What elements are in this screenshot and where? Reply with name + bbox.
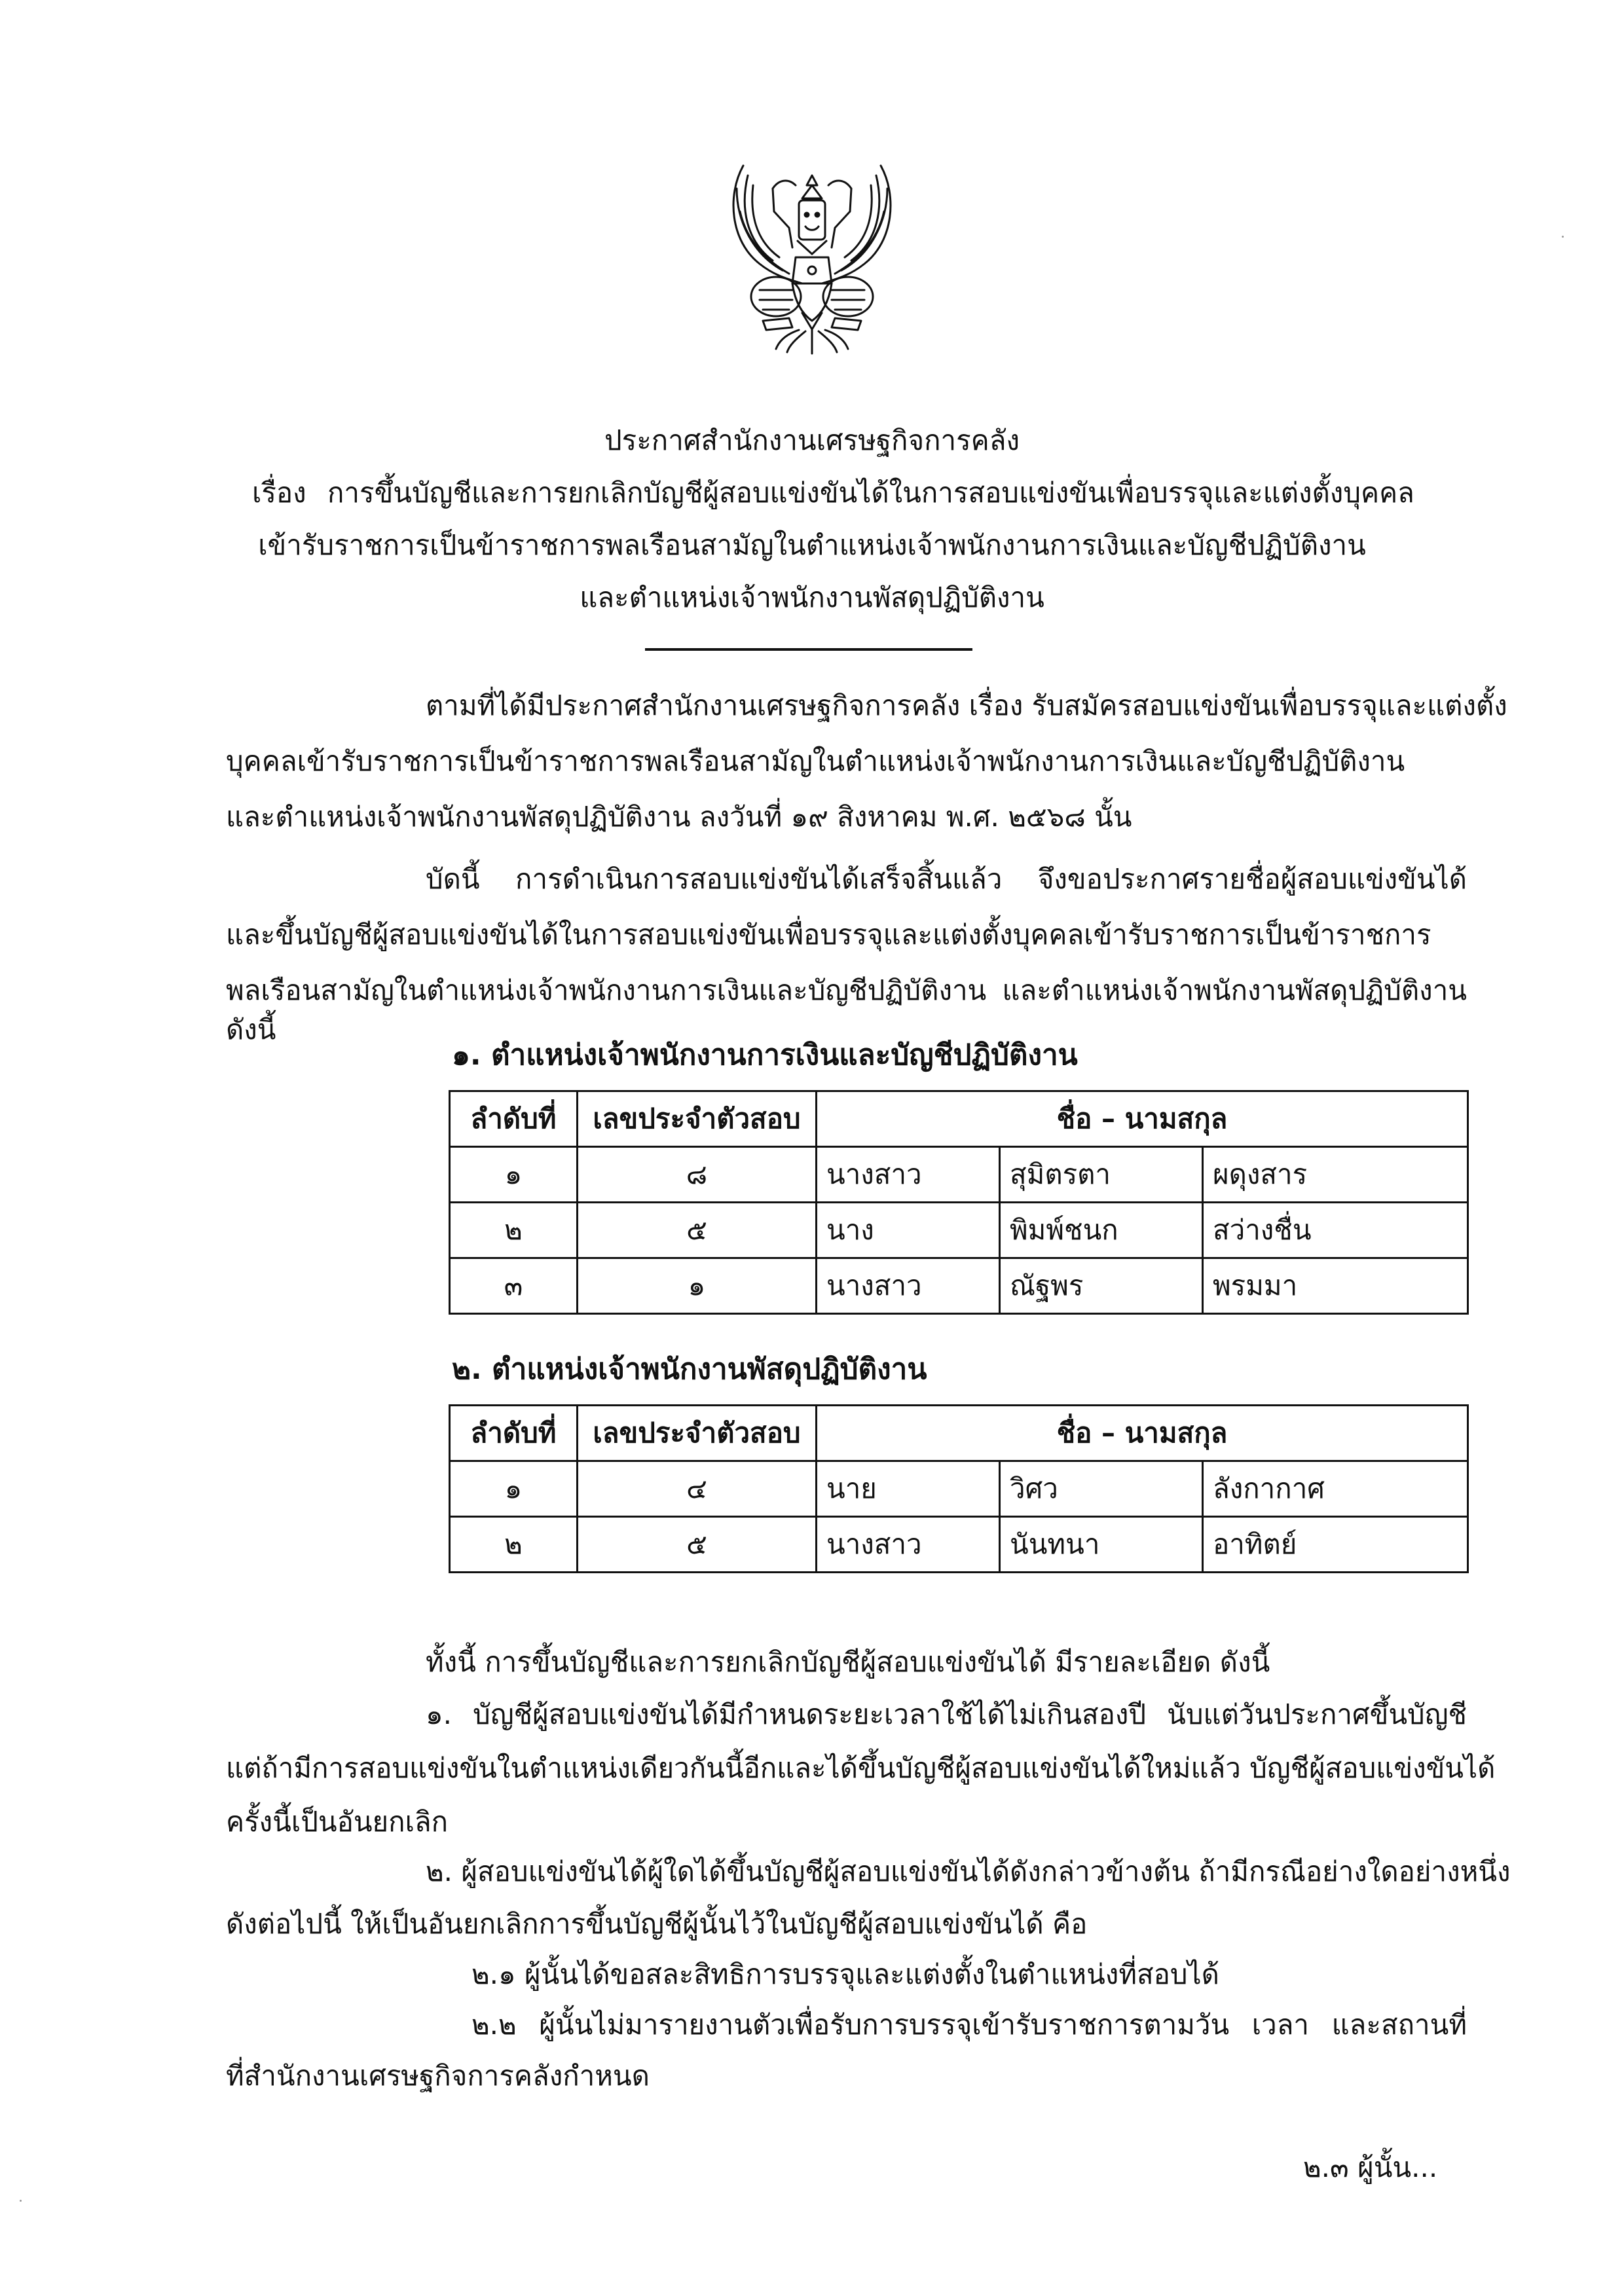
details-intro: ทั้งนี้ การขึ้นบัญชีและการยกเลิกบัญชีผู้สอบแข่งขันได้ มีรายละเอียด ดังนี้ <box>426 1646 1270 1678</box>
subject-line-3: และตำแหน่งเจ้าพนักงานพัสดุปฏิบัติงาน <box>580 581 1044 613</box>
cell-title: นาง <box>817 1203 1000 1258</box>
clause-2-2-line-2: ที่สำนักงานเศรษฐกิจการคลังกำหนด <box>226 2060 650 2092</box>
issuer-title: ประกาศสำนักงานเศรษฐกิจการคลัง <box>604 424 1020 456</box>
section-2-table <box>449 1404 1469 1573</box>
cell-order: ๓ <box>450 1258 578 1314</box>
cell-order: ๑ <box>450 1147 578 1203</box>
clause-1-line-1: ๑. บัญชีผู้สอบแข่งขันได้มีกำหนดระยะเวลาใช้ได้ไม่เกินสองปี นับแต่วันประกาศขึ้นบัญชี <box>426 1698 1467 1730</box>
header-full-name: ชื่อ – นามสกุล <box>817 1091 1468 1147</box>
table-row <box>450 1258 1468 1314</box>
cell-order: ๒ <box>450 1203 578 1258</box>
table-row <box>450 1203 1468 1258</box>
paragraph-2-line-1: บัดนี้ การดำเนินการสอบแข่งขันได้เสร็จสิ้นแล้ว จึงขอประกาศรายชื่อผู้สอบแข่งขันได้ <box>426 863 1467 895</box>
cell-title: นางสาว <box>817 1258 1000 1314</box>
paragraph-2-line-3: พลเรือนสามัญในตำแหน่งเจ้าพนักงานการเงินและบัญชีปฏิบัติงาน และตำแหน่งเจ้าพนักงานพัสดุปฏิบัติงาน <box>226 974 1467 1006</box>
paragraph-1-line-3: และตำแหน่งเจ้าพนักงานพัสดุปฏิบัติงาน ลงวันที่ ๑๙ สิงหาคม พ.ศ. ๒๕๖๘ นั้น <box>226 801 1132 833</box>
cell-first-name: สุมิตรตา <box>1000 1147 1203 1203</box>
table-row <box>450 1517 1468 1573</box>
paragraph-1-line-1: ตามที่ได้มีประกาศสำนักงานเศรษฐกิจการคลัง เรื่อง รับสมัครสอบแข่งขันเพื่อบรรจุและแต่งตั้ง <box>426 689 1507 721</box>
table-header-row <box>450 1091 1468 1147</box>
paragraph-1-line-2: บุคคลเข้ารับราชการเป็นข้าราชการพลเรือนสามัญในตำแหน่งเจ้าพนักงานการเงินและบัญชีปฏิบัติงาน <box>226 745 1405 777</box>
paragraph-2-line-2: และขึ้นบัญชีผู้สอบแข่งขันได้ในการสอบแข่งขันเพื่อบรรจุและแต่งตั้งบุคคลเข้ารับราชการเป็นข้าราชการ <box>226 919 1431 951</box>
clause-2-1: ๒.๑ ผู้นั้นได้ขอสละสิทธิการบรรจุและแต่งตั้งในตำแหน่งที่สอบได้ <box>471 1958 1219 1990</box>
cell-last-name: ลังกากาศ <box>1203 1461 1468 1517</box>
cell-last-name: ผดุงสาร <box>1203 1147 1468 1203</box>
table-row <box>450 1147 1468 1203</box>
section-1-table <box>449 1090 1469 1315</box>
clause-2-2-line-1: ๒.๒ ผู้นั้นไม่มารายงานตัวเพื่อรับการบรรจุเข้ารับราชการตามวัน เวลา และสถานที่ <box>471 2009 1467 2041</box>
scan-speck <box>1562 236 1564 238</box>
title-divider <box>645 648 972 651</box>
clause-2-line-1: ๒. ผู้สอบแข่งขันได้ผู้ใดได้ขึ้นบัญชีผู้สอบแข่งขันได้ดังกล่าวข้างต้น ถ้ามีกรณีอย่างใดอย่างหนึ่ง <box>426 1855 1511 1887</box>
cell-exam-id: ๘ <box>578 1147 817 1203</box>
header-exam-id: เลขประจำตัวสอบ <box>578 1091 817 1147</box>
cell-title: นาย <box>817 1461 1000 1517</box>
cell-order: ๒ <box>450 1517 578 1573</box>
subject-line-1: การขึ้นบัญชีและการยกเลิกบัญชีผู้สอบแข่งขันได้ในการสอบแข่งขันเพื่อบรรจุและแต่งตั้งบุคคล <box>327 477 1414 509</box>
header-order: ลำดับที่ <box>450 1406 578 1461</box>
cell-first-name: ณัฐพร <box>1000 1258 1203 1314</box>
scan-speck <box>20 2200 22 2202</box>
subject-line-2: เข้ารับราชการเป็นข้าราชการพลเรือนสามัญในตำแหน่งเจ้าพนักงานการเงินและบัญชีปฏิบัติงาน <box>258 529 1366 561</box>
subject-label: เรื่อง <box>252 477 306 509</box>
cell-title: นางสาว <box>817 1147 1000 1203</box>
header-order: ลำดับที่ <box>450 1091 578 1147</box>
header-full-name: ชื่อ – นามสกุล <box>817 1406 1468 1461</box>
cell-last-name: พรมมา <box>1203 1258 1468 1314</box>
continuation-marker: ๒.๓ ผู้นั้น... <box>1303 2151 1438 2183</box>
cell-last-name: อาทิตย์ <box>1203 1517 1468 1573</box>
cell-order: ๑ <box>450 1461 578 1517</box>
cell-exam-id: ๕ <box>578 1517 817 1573</box>
cell-first-name: พิมพ์ชนก <box>1000 1203 1203 1258</box>
garuda-emblem-icon <box>714 149 910 355</box>
cell-title: นางสาว <box>817 1517 1000 1573</box>
header-exam-id: เลขประจำตัวสอบ <box>578 1406 817 1461</box>
cell-exam-id: ๑ <box>578 1258 817 1314</box>
paragraph-2-line-4: ดังนี้ <box>226 1013 276 1046</box>
cell-first-name: วิศว <box>1000 1461 1203 1517</box>
section-2-heading: ๒. ตำแหน่งเจ้าพนักงานพัสดุปฏิบัติงาน <box>452 1353 927 1386</box>
clause-1-line-2: แต่ถ้ามีการสอบแข่งขันในตำแหน่งเดียวกันนี้อีกและได้ขึ้นบัญชีผู้สอบแข่งขันได้ใหม่แล้ว บัญชีผู้สอบแข่งขันได้ <box>226 1752 1496 1784</box>
table-row <box>450 1461 1468 1517</box>
section-1-heading: ๑. ตำแหน่งเจ้าพนักงานการเงินและบัญชีปฏิบัติงาน <box>452 1038 1078 1072</box>
cell-first-name: นันทนา <box>1000 1517 1203 1573</box>
cell-last-name: สว่างชื่น <box>1203 1203 1468 1258</box>
clause-2-line-2: ดังต่อไปนี้ ให้เป็นอันยกเลิกการขึ้นบัญชีผู้นั้นไว้ในบัญชีผู้สอบแข่งขันได้ คือ <box>226 1908 1088 1940</box>
cell-exam-id: ๕ <box>578 1203 817 1258</box>
cell-exam-id: ๔ <box>578 1461 817 1517</box>
table-header-row <box>450 1406 1468 1461</box>
clause-1-line-3: ครั้งนี้เป็นอันยกเลิก <box>226 1806 449 1838</box>
